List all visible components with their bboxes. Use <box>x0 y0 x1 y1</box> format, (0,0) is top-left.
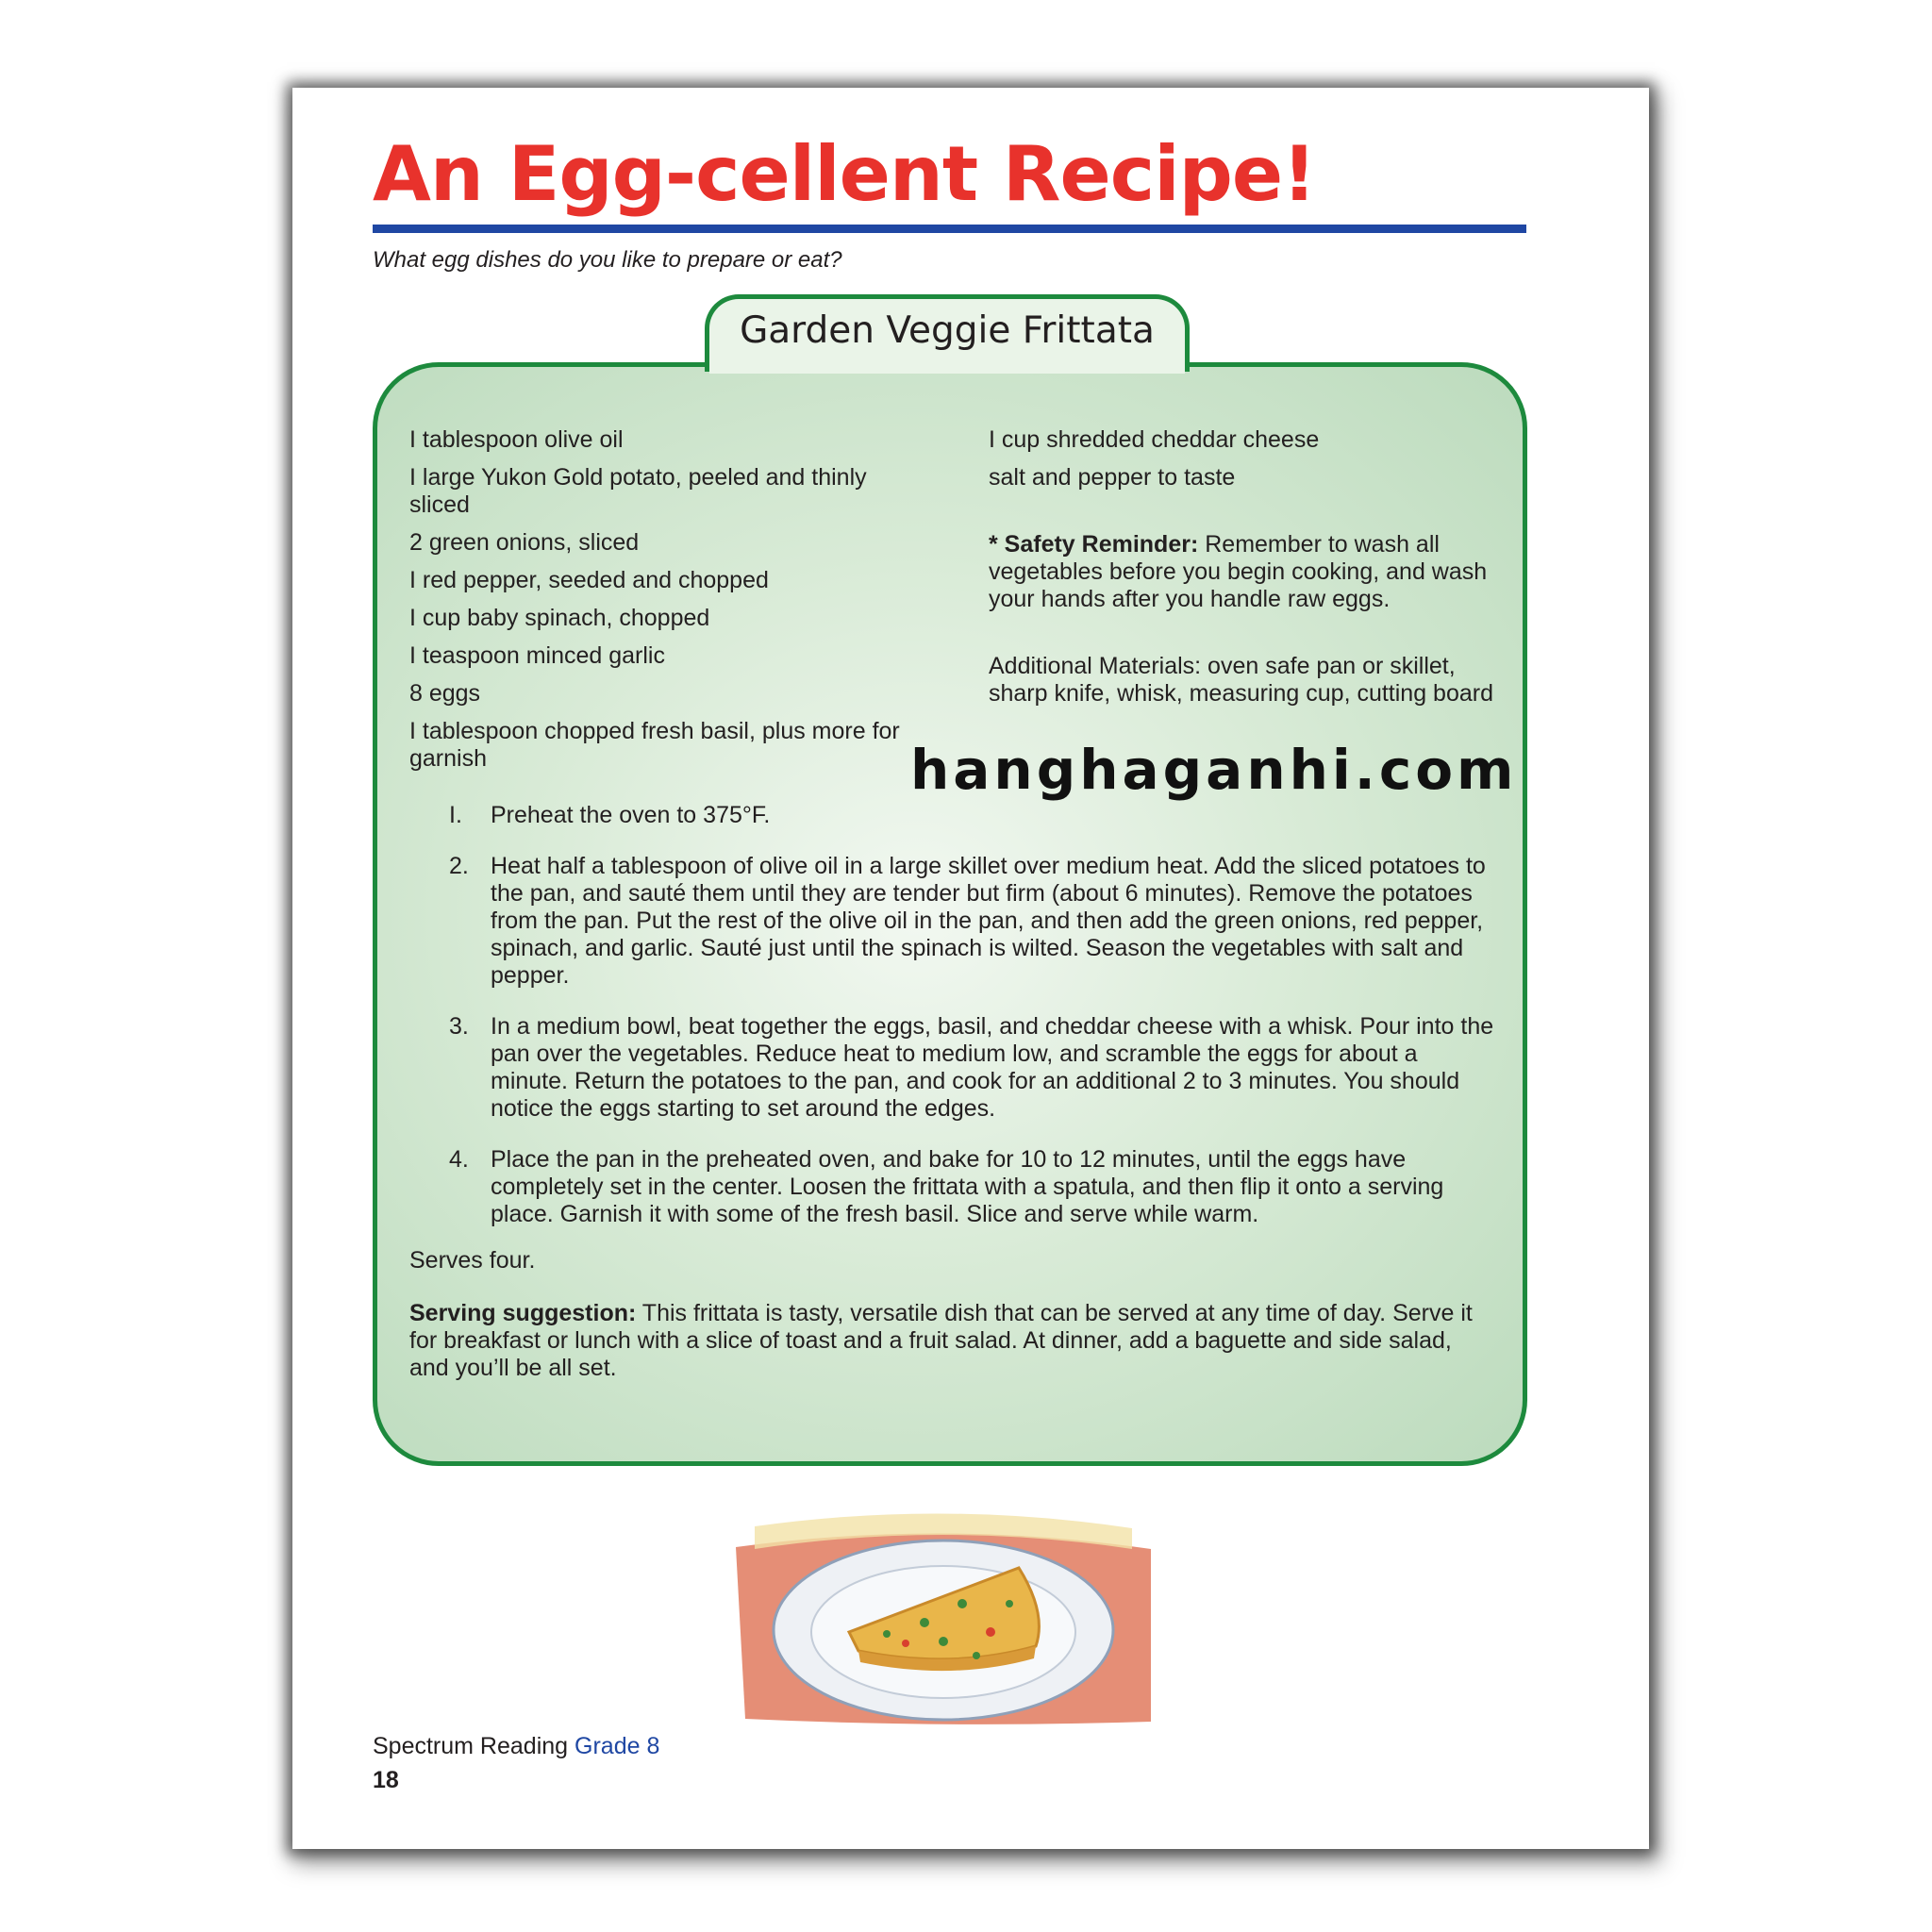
recipe-step <box>409 802 1494 829</box>
serves-count: Serves four. <box>409 1247 536 1274</box>
step-number: 3. <box>449 1013 469 1040</box>
frittata-plate-illustration <box>736 1481 1151 1726</box>
step-number: I. <box>449 802 462 828</box>
title-rule <box>373 225 1526 233</box>
ingredients-right-column <box>989 426 1498 718</box>
step-text: Preheat the oven to 375°F. <box>491 802 771 828</box>
ingredient-item: I tablespoon chopped fresh basil, plus more for garnish <box>409 718 900 772</box>
step-text: In a medium bowl, beat together the eggs, basil, and cheddar cheese with a whisk. Pour into the pan over the vegetables. Reduce heat to medium low, and scramble the eggs for about a minute. Return the potatoes to the pan, and cook for an additional 2 to 3 minutes. You should notice the eggs starting to set around the edges. <box>491 1013 1494 1122</box>
ingredient-item: I teaspoon minced garlic <box>409 642 665 669</box>
step-text: Heat half a tablespoon of olive oil in a large skillet over medium heat. Add the sliced potatoes to the pan, and sauté them until they are tender but firm (about 6 minutes). Remove the potatoes from the pan. Put the rest of the olive oil in the pan, and then add the green onions, red pepper, spinach, and garlic. Sauté just until the spinach is wilted. Season the vegetables with salt and pepper. <box>491 853 1486 989</box>
step-text: Place the pan in the preheated oven, and bake for 10 to 12 minutes, until the eggs have completely set in the center. Loosen the frittata with a spatula, and then flip it onto a serving place. Garnish it with some of the fresh basil. Slice and serve while warm. <box>491 1146 1444 1227</box>
recipe-title: Garden Veggie Frittata <box>740 309 1155 352</box>
recipe-steps <box>409 802 1494 1252</box>
serving-text: This frittata is tasty, versatile dish that can be served at any time of day. Serve it for breakfast or lunch with a slice of toast and a fruit salad. At dinner, add a baguette and side salad, and you’ll be all set. <box>409 1300 1473 1381</box>
ingredient-item: I cup shredded cheddar cheese <box>989 426 1320 453</box>
serving-label: Serving suggestion: <box>409 1300 637 1326</box>
serving-suggestion <box>409 1300 1494 1382</box>
page-number: 18 <box>373 1767 399 1793</box>
page-title: An Egg-cellent Recipe! <box>373 130 1316 218</box>
ingredient-item: I large Yukon Gold potato, peeled and thinly sliced <box>409 464 867 518</box>
recipe-step <box>409 853 1494 990</box>
additional-materials: Additional Materials: oven safe pan or skillet, sharp knife, whisk, measuring cup, cutting board <box>989 653 1493 707</box>
safety-label: * Safety Reminder: <box>989 531 1199 558</box>
ingredient-item: I tablespoon olive oil <box>409 426 624 453</box>
ingredient-item: I cup baby spinach, chopped <box>409 605 710 631</box>
recipe-step <box>409 1013 1494 1123</box>
page-subtitle: What egg dishes do you like to prepare or eat? <box>373 247 842 273</box>
ingredient-item: I red pepper, seeded and chopped <box>409 567 769 593</box>
safety-reminder <box>989 531 1498 613</box>
series-name: Spectrum Reading <box>373 1733 569 1759</box>
step-number: 4. <box>449 1146 469 1173</box>
ingredients-left-column <box>409 426 919 783</box>
ingredient-item: 8 eggs <box>409 680 481 707</box>
step-number: 2. <box>449 853 469 879</box>
safety-text: Remember to wash all vegetables before you begin cooking, and wash your hands after you handle raw eggs. <box>989 531 1488 612</box>
footer-series <box>373 1733 659 1760</box>
ingredient-item: 2 green onions, sliced <box>409 529 640 556</box>
recipe-step <box>409 1146 1494 1228</box>
ingredient-item: salt and pepper to taste <box>989 464 1236 491</box>
grade-label: Grade 8 <box>575 1733 660 1759</box>
watermark: hanghaganhi.com <box>910 738 1518 802</box>
